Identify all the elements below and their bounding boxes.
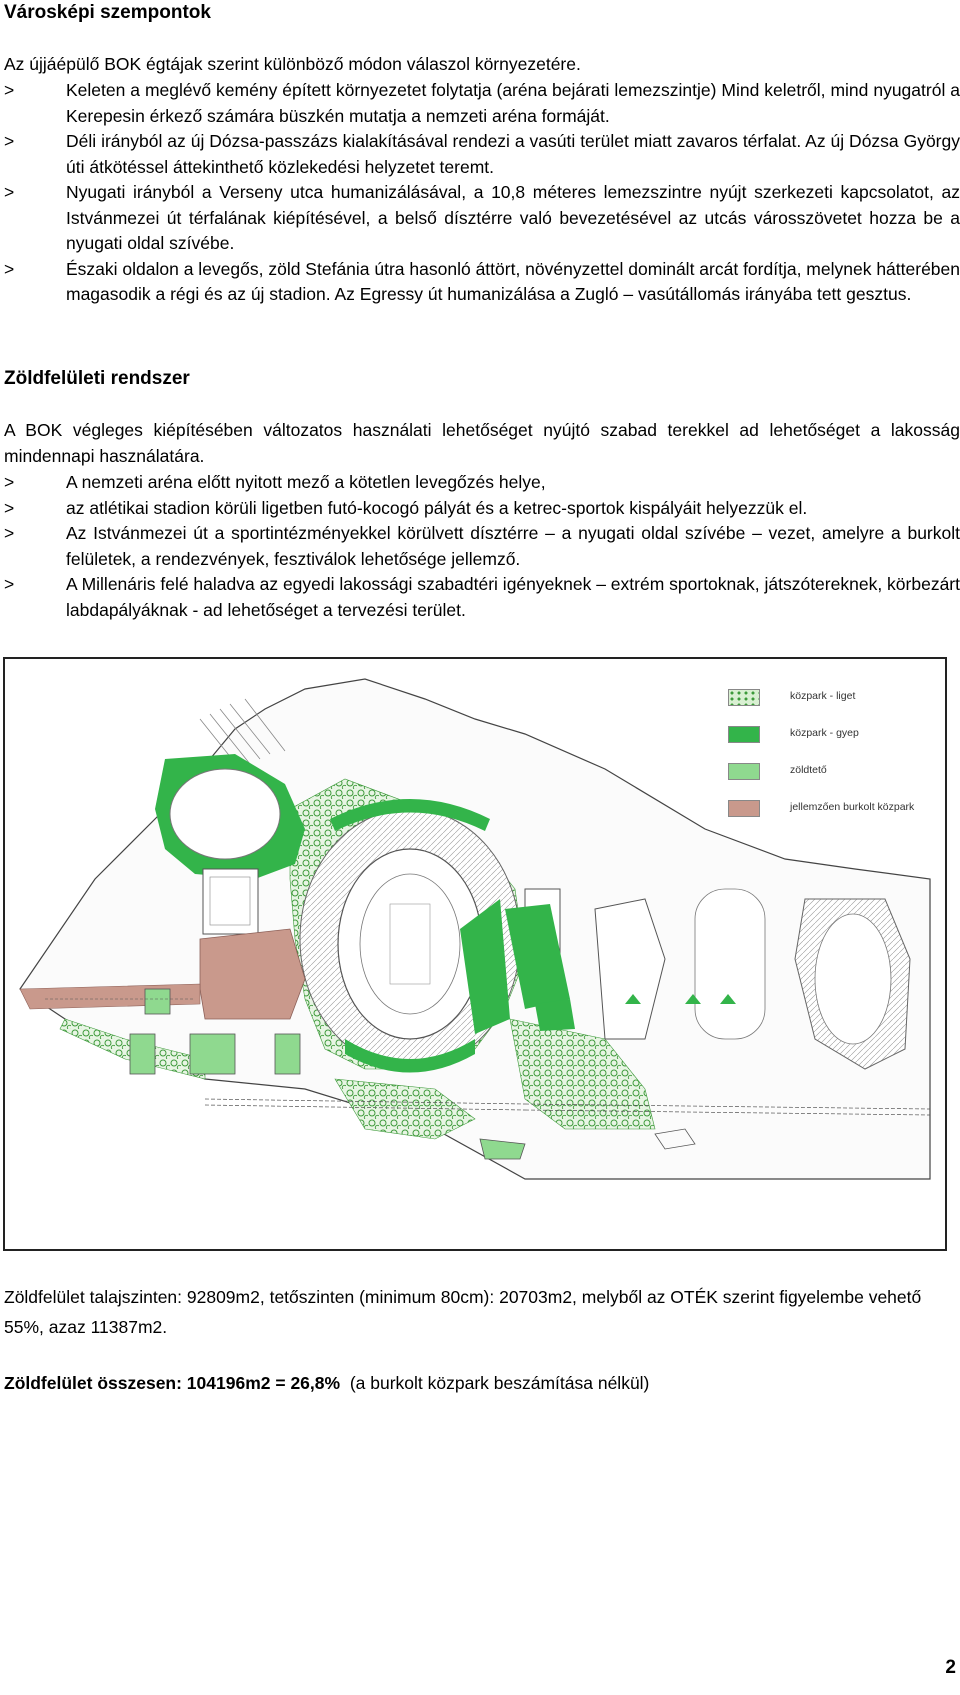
list-item: > Keleten a meglévő kemény épített környezetet folytatja (aréna bejárati lemezszintje) Mind keletről, mind nyugatról a Kerepesin érkező számára büszkén mutatja a nemzeti aréna formáját. (4, 80, 960, 126)
legend-swatch (728, 726, 760, 743)
paved-park (200, 929, 305, 1019)
green-area-total (4, 1370, 649, 1396)
section-intro-zoldfelulet: A BOK végleges kiépítésében változatos használati lehetőséget nyújtó szabad terekkel ad lehetőséget a lakosság mindennapi használatára. (4, 420, 960, 466)
bullet-marker: > (4, 497, 15, 518)
legend-swatch (728, 763, 760, 780)
bullet-marker: > (4, 574, 15, 594)
bullet-list-zoldfelulet (4, 470, 960, 623)
legend-label: közpark - liget (790, 690, 856, 702)
bullet-marker: > (4, 523, 15, 543)
map-legend (728, 685, 948, 833)
legend-swatch (728, 800, 760, 817)
list-item: > A Millenáris felé haladva az egyedi lakossági szabadtéri igényeknek – extrém sportoknak, játszótereknek, körbezárt labdapályáknak - ad lehetőséget a tervezési terület. (4, 574, 960, 620)
list-item: > az atlétikai stadion körüli ligetben futó-kocogó pályát és a ketrec-sportok kispályáit helyezzük el. (4, 496, 960, 522)
bullet-marker: > (4, 182, 15, 202)
stats-line: Zöldfelület talajszinten: 92809m2, tetőszinten (minimum 80cm): 20703m2, melyből az OTÉK szerint figyelembe vehető 55%, azaz 11387m2. (4, 1287, 922, 1337)
legend-label: jellemzően burkolt közpark (790, 801, 915, 813)
list-item: > Nyugati irányból a Verseny utca humanizálásával, a 10,8 méteres lemezszintre nyújt szerkezeti kapcsolatot, az Istvánmezei út térfalának kiépítésével, a belső dísztérre való bevezetésével az utcás városszövetet hozza be a nyugati oldal szívébe. (4, 182, 960, 253)
bullet-marker: > (4, 258, 15, 279)
section-intro-varoskep: Az újjáépülő BOK égtájak szerint különböző módon válaszol környezetére. (4, 54, 581, 74)
section-title-zoldfelulet: Zöldfelületi rendszer (4, 368, 190, 389)
total-note: (a burkolt közpark beszámítása nélkül) (349, 1373, 650, 1393)
green-area-stats (4, 1282, 960, 1342)
green-roof-2 (190, 1034, 235, 1074)
green-roof-1 (130, 1034, 155, 1074)
bullet-marker: > (4, 472, 15, 492)
bullet-marker: > (4, 80, 15, 100)
bullet-marker: > (4, 131, 15, 151)
green-roof-3 (275, 1034, 300, 1074)
legend-item-liget (728, 685, 948, 722)
total-value: Zöldfelület összesen: 104196m2 = 26,8% (4, 1373, 341, 1393)
page-number: 2 (945, 1657, 956, 1678)
list-item: > Déli irányból az új Dózsa-passzázs kialakításával rendezi a vasúti terület miatt zavaros térfalat. Az új Dózsa György úti átkötéssel áttekinthető közlekedési helyzetet teremt. (4, 131, 960, 177)
list-item: > Az Istvánmezei út a sportintézményekkel körülvett dísztérre – a nyugati oldal szívébe – vezet, amelyre a burkolt felületek, a rendezvények, fesztiválok lehetősége jellemző. (4, 523, 960, 569)
section-title-varoskep: Városképi szempontok (4, 2, 211, 23)
legend-item-zoldteto (728, 759, 948, 796)
list-item: > A nemzeti aréna előtt nyitott mező a kötetlen levegőzés helye, (4, 470, 960, 496)
legend-item-gyep (728, 722, 948, 759)
bullet-list-varoskep (4, 78, 960, 308)
legend-label: közpark - gyep (790, 727, 859, 739)
list-item: > Északi oldalon a levegős, zöld Stefánia útra hasonló áttört, növényzettel dominált arcát fordítja, melynek hátterében magasodik a régi és az új stadion. Az Egressy út humanizálása a Zugló – vasútállomás irányába tett gesztus. (4, 258, 960, 304)
legend-swatch (728, 689, 760, 706)
legend-item-burkolt (728, 796, 948, 833)
legend-label: zöldtető (790, 764, 827, 776)
green-roof-4 (145, 989, 170, 1014)
